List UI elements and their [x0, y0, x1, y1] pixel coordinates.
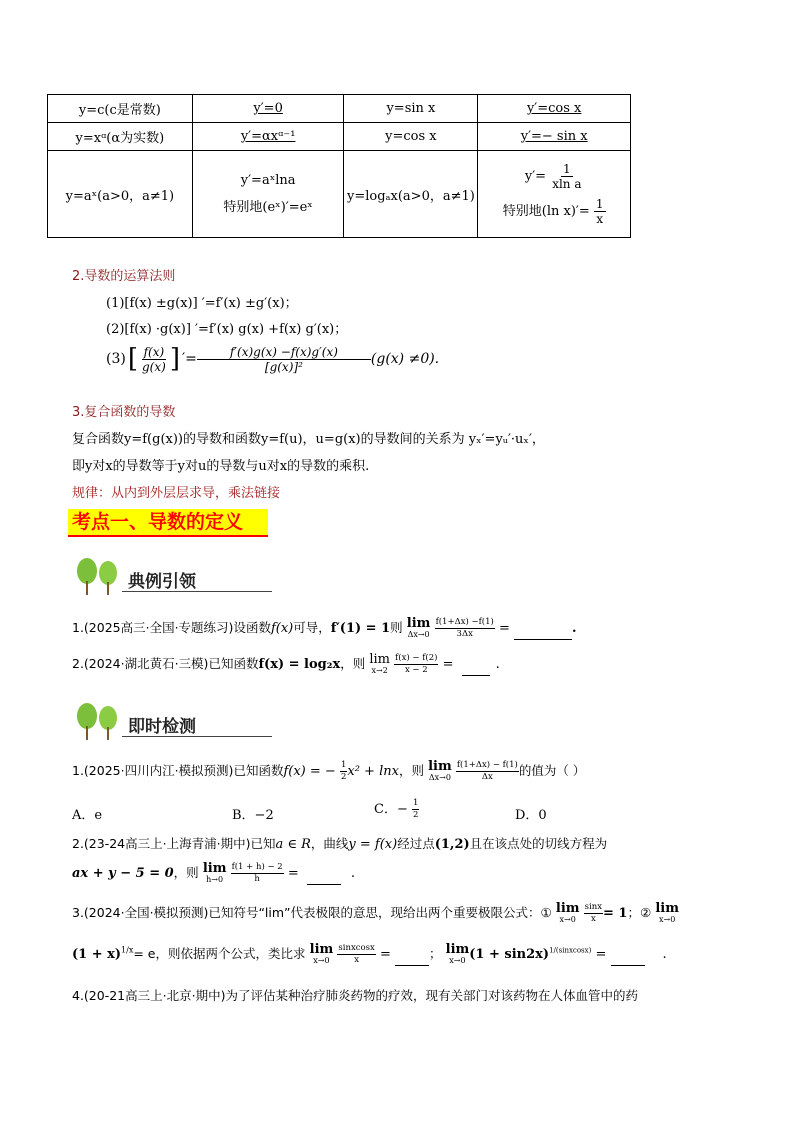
table-row [48, 151, 631, 238]
fraction [435, 617, 495, 640]
fraction-numerator: f(1+Δx) −f(1) [435, 617, 494, 627]
equals-sign: = [287, 866, 299, 881]
fraction-denominator: xln a [552, 177, 582, 191]
math-condition: f′(1) = 1 [330, 621, 391, 636]
question-text: 已知符号“lim”代表极限的意思，现给出两个重要极限公式：① [208, 905, 552, 920]
limit-symbol: lim [445, 941, 470, 957]
fraction-numerator: f(1 + h) − 2 [231, 862, 283, 872]
fraction-numerator: 1 [595, 197, 604, 211]
limit [309, 941, 334, 966]
fraction [394, 653, 438, 676]
limit-subscript: x→0 [659, 914, 676, 924]
table-cell-text: y′=cos x [526, 101, 582, 116]
equals-sign: = [498, 621, 510, 636]
limit [369, 651, 391, 676]
table-cell-line [478, 197, 630, 226]
question-text: 已知函数 [208, 656, 259, 671]
option-b[interactable]: B．−2 [232, 808, 274, 823]
table-cell-text: 特别地(ln x)′= [502, 204, 590, 219]
fraction-numerator: sinxcosx [338, 943, 375, 953]
table-cell [478, 151, 631, 238]
fraction-numerator: f′(x)g(x) −f(x)g′(x) [197, 345, 371, 360]
end-dot: . [495, 657, 500, 672]
banner-checks [70, 702, 230, 744]
table-cell-text: y′=− sin x [520, 129, 588, 144]
end-dot: . [662, 947, 667, 962]
question-text: ，曲线 [310, 836, 349, 851]
table-cell [192, 123, 344, 151]
limit-symbol: lim [655, 900, 679, 916]
check-1 [72, 760, 585, 783]
limit [202, 860, 227, 885]
banner-underline [122, 736, 272, 737]
fraction [456, 760, 519, 783]
fraction-numerator: f(1+Δx) − f(1) [456, 760, 518, 770]
question-text: ； [428, 946, 442, 961]
fraction [550, 162, 583, 191]
fraction-denominator: x [590, 914, 596, 924]
question-text: 的值为（ ） [518, 763, 586, 778]
fraction [231, 862, 284, 885]
end-dot: . [350, 866, 356, 881]
fraction-denominator: 2 [412, 810, 419, 820]
limit-symbol: lim [369, 651, 391, 667]
fraction-denominator: x − 2 [404, 665, 428, 675]
question-source: 1.(2025·四川内江·模拟预测) [72, 763, 234, 778]
limit-subscript: x→2 [371, 665, 388, 675]
math-fx: f(x) = − [283, 764, 336, 779]
fraction-denominator: x [596, 212, 604, 226]
rule-sum: (1)[f(x) ±g(x)] ′=f′(x) ±g′(x)； [106, 296, 298, 311]
fraction-numerator: sinx [584, 902, 603, 912]
table-cell-line [478, 162, 630, 191]
math-expression: (1 + sin2x) [469, 947, 550, 962]
math-expression: (1,2) [434, 837, 470, 852]
limit [428, 758, 452, 783]
rule-product: (2)[f(x) ·g(x)] ′=f′(x) g(x) +f(x) g′(x)； [106, 322, 348, 337]
table-cell: y=xᵅ(α为实数) [48, 123, 193, 151]
tree-icon [70, 557, 126, 597]
question-text: 已知函数 [233, 763, 284, 778]
question-text: 且在该点处的切线方程为 [469, 836, 608, 851]
answer-blank[interactable] [307, 884, 341, 885]
fraction-denominator: Δx [481, 772, 493, 782]
option-c-prefix: C．− [374, 802, 408, 817]
question-text: 经过点 [397, 836, 435, 851]
limit-subscript: x→0 [313, 955, 330, 965]
limit [445, 941, 470, 966]
table-cell [192, 95, 344, 123]
fraction-denominator: h [254, 874, 260, 884]
table-cell [192, 151, 344, 238]
answer-blank[interactable] [395, 965, 429, 966]
tree-icon [70, 702, 126, 742]
fraction-numerator: f(x) [143, 344, 165, 359]
option-d[interactable]: D．0 [515, 808, 547, 823]
banner-examples [70, 557, 230, 599]
question-source: 1.(2025高三·全国·专题练习) [72, 620, 234, 635]
question-text: ，则 [340, 656, 366, 671]
fraction-denominator: 2 [340, 772, 347, 782]
limit-symbol: lim [202, 860, 227, 876]
fraction-denominator: x [354, 955, 359, 965]
equals-sign: = [442, 657, 454, 672]
answer-blank[interactable] [462, 675, 490, 676]
check-2-line-2 [72, 862, 355, 885]
question-source: 2.(23-24高三上·上海青浦·期中) [72, 836, 251, 851]
table-cell: y=aˣ(a>0，a≠1) [48, 151, 193, 238]
bracket-right: ] [169, 344, 180, 374]
table-cell-text: y′=aˣlna [240, 173, 296, 188]
math-fx: f(x) = log₂x [258, 657, 341, 672]
fraction-numerator: f(x) − f(2) [395, 653, 438, 663]
limit-subscript: x→0 [449, 955, 466, 965]
limit-subscript: Δx→0 [428, 772, 451, 782]
answer-blank[interactable] [514, 639, 572, 640]
equals-sign: = [379, 947, 391, 962]
question-source: 3.(2024·全国·模拟预测) [72, 905, 209, 920]
limit-subscript: Δx→0 [407, 629, 430, 639]
example-1 [72, 617, 577, 640]
fraction-denominator: [g(x)]² [264, 359, 303, 374]
limit-subscript: h→0 [206, 874, 224, 884]
question-text: 可导， [293, 620, 331, 635]
question-text: 已知 [250, 836, 276, 851]
fraction-denominator: 3Δx [456, 629, 473, 639]
example-2 [72, 653, 500, 676]
limit [655, 900, 679, 925]
topic-title: 考点一、导数的定义 [68, 509, 268, 537]
fraction [337, 943, 375, 966]
table-cell: y=logₐx(a>0，a≠1) [344, 151, 478, 238]
table-cell: y=cos x [344, 123, 478, 151]
table-row [48, 123, 631, 151]
table-cell [478, 123, 631, 151]
table-cell-text: y′=αxᵅ⁻¹ [240, 129, 296, 144]
question-text: = e，则依据两个公式，类比求 [133, 946, 306, 961]
limit-symbol: lim [406, 615, 431, 631]
option-a[interactable]: A．e [72, 808, 103, 823]
rule-quotient-index: (3) [106, 351, 126, 367]
fraction [594, 197, 606, 226]
fraction [584, 902, 603, 925]
limit [555, 900, 580, 925]
fraction-numerator: 1 [340, 760, 347, 770]
section-heading-rules: 2.导数的运算法则 [72, 269, 176, 284]
fraction-numerator: 1 [412, 798, 419, 808]
question-text: ，则 [173, 865, 199, 880]
table-cell: y=sin x [344, 95, 478, 123]
table-cell: y=c(c是常数) [48, 95, 193, 123]
composite-line-1: 复合函数y=f(g(x))的导数和函数y=f(u)，u=g(x)的导数间的关系为 yₓ′=yᵤ′·uₓ′， [72, 432, 545, 447]
fraction-denominator: g(x) [142, 359, 166, 374]
math-exponent: 1/(sinxcosx) [549, 946, 592, 955]
fraction [199, 345, 369, 374]
section-heading-composite: 3.复合函数的导数 [72, 405, 176, 420]
fraction [412, 798, 419, 821]
banner-label: 即时检测 [128, 717, 196, 737]
limit [406, 615, 431, 640]
answer-blank[interactable] [611, 965, 645, 966]
question-text: ；② [627, 905, 652, 920]
math-expression: x² + lnx [347, 764, 399, 779]
limit-symbol: lim [555, 900, 580, 916]
math-fx: f(x) [270, 621, 294, 636]
table-row [48, 95, 631, 123]
question-source: 2.(2024·湖北黄石·三模) [72, 656, 209, 671]
table-cell-text: y′=0 [253, 101, 283, 116]
math-expression: a ∈ R [275, 837, 311, 852]
fraction-numerator: 1 [563, 162, 571, 176]
question-text: 为了评估某种治疗肺炎药物的疗效，现有关部门对该药物在人体血管中的药 [225, 988, 638, 1003]
math-expression: (1 + x) [72, 947, 122, 962]
table-cell-text: 特别地(eˣ)′=eˣ [223, 200, 313, 215]
question-text: ，则 [398, 763, 424, 778]
composite-rule: 规律：从内到外层层求导，乘法链接 [72, 486, 281, 501]
check-3-line-2 [72, 943, 667, 966]
check-3-line-1 [72, 902, 679, 925]
end-dot: . [572, 621, 577, 636]
question-text: 设函数 [233, 620, 271, 635]
option-c[interactable] [374, 798, 419, 821]
check-2-line-1 [72, 834, 607, 852]
math-expression: = 1 [603, 906, 628, 921]
math-expression: y = f(x) [348, 837, 398, 852]
check-4 [72, 986, 638, 1004]
rule-quotient-condition: (g(x) ≠0). [370, 351, 440, 367]
math-expression: ax + y − 5 = 0 [72, 866, 174, 881]
fraction [140, 345, 168, 374]
banner-label: 典例引领 [128, 572, 196, 592]
limit-symbol: lim [309, 941, 334, 957]
limit-symbol: lim [428, 758, 452, 774]
table-cell-text: y′= [524, 169, 547, 184]
composite-line-2: 即y对x的导数等于y对u的导数与u对x的导数的乘积. [72, 459, 370, 474]
limit-subscript: x→0 [559, 914, 576, 924]
bracket-left: [ [127, 344, 138, 374]
table-cell [478, 95, 631, 123]
prime-equals: ′= [181, 351, 197, 367]
question-source: 4.(20-21高三上·北京·期中) [72, 988, 226, 1003]
rule-quotient [106, 344, 439, 374]
equals-sign: = [595, 947, 607, 962]
math-exponent: 1/x [121, 945, 134, 955]
derivative-table [47, 94, 631, 238]
question-text: 则 [390, 620, 403, 635]
banner-underline [122, 591, 272, 592]
